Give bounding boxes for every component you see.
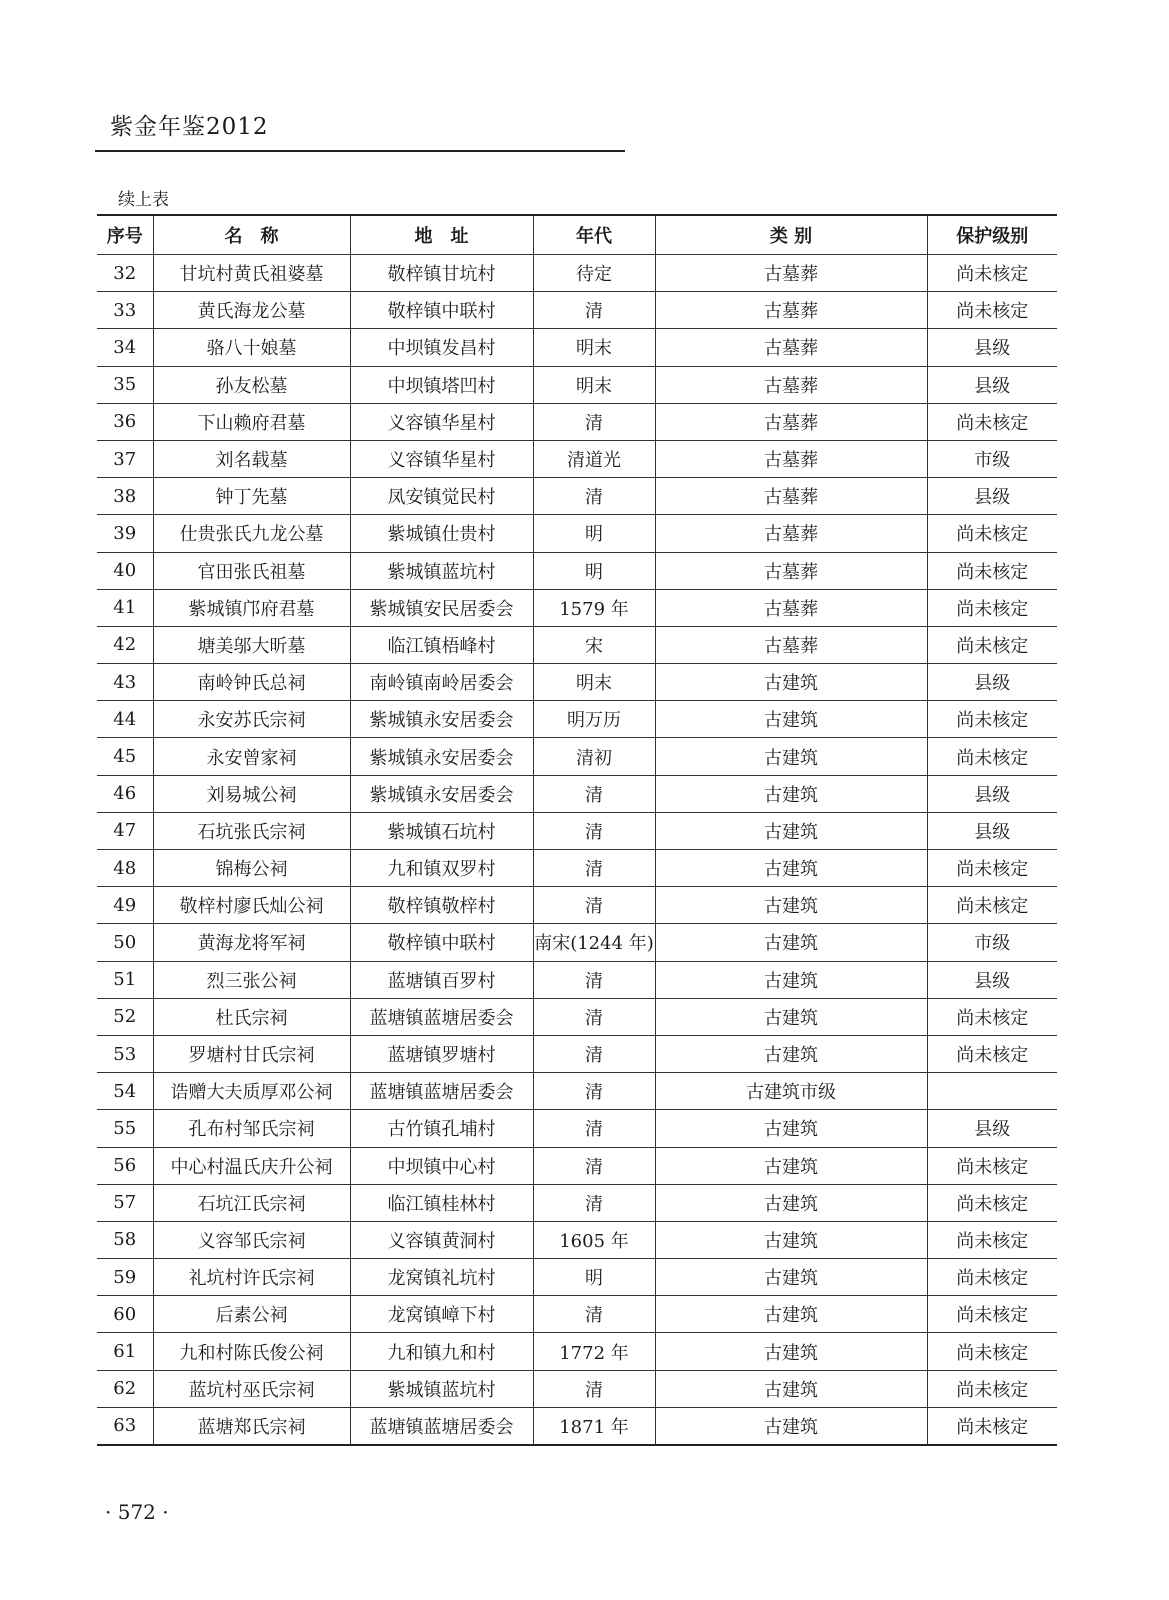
cell-number: 35 <box>97 366 153 403</box>
cell-protection-level: 市级 <box>927 924 1057 961</box>
cell-address: 龙窝镇礼坑村 <box>350 1259 533 1296</box>
table-row <box>97 1184 1057 1221</box>
cell-address: 紫城镇永安居委会 <box>350 775 533 812</box>
cell-number: 62 <box>97 1370 153 1407</box>
cell-era: 清 <box>533 478 655 515</box>
cell-address: 义容镇华星村 <box>350 403 533 440</box>
table-row <box>97 440 1057 477</box>
cell-protection-level: 尚未核定 <box>927 589 1057 626</box>
cell-address: 紫城镇蓝坑村 <box>350 1370 533 1407</box>
cell-category: 古墓葬 <box>655 478 927 515</box>
cell-category: 古建筑 <box>655 701 927 738</box>
cell-era: 明万历 <box>533 701 655 738</box>
cell-category: 古墓葬 <box>655 366 927 403</box>
cell-name: 南岭钟氏总祠 <box>153 664 350 701</box>
cell-name: 紫城镇邝府君墓 <box>153 589 350 626</box>
cell-address: 九和镇双罗村 <box>350 850 533 887</box>
cell-protection-level: 尚未核定 <box>927 1407 1057 1445</box>
cell-era: 1605 年 <box>533 1221 655 1258</box>
cell-name: 后素公祠 <box>153 1296 350 1333</box>
table-row <box>97 1333 1057 1370</box>
cell-address: 临江镇桂林村 <box>350 1184 533 1221</box>
cell-name: 杜氏宗祠 <box>153 998 350 1035</box>
cell-category: 古墓葬 <box>655 626 927 663</box>
column-header-era: 年代 <box>533 215 655 255</box>
cell-protection-level: 尚未核定 <box>927 552 1057 589</box>
cell-category: 古建筑 <box>655 1035 927 1072</box>
cell-category: 古建筑 <box>655 1296 927 1333</box>
cell-era: 清 <box>533 961 655 998</box>
cell-number: 55 <box>97 1110 153 1147</box>
header-divider <box>95 150 625 152</box>
cell-category: 古建筑 <box>655 738 927 775</box>
cell-protection-level: 尚未核定 <box>927 292 1057 329</box>
table-row <box>97 329 1057 366</box>
cell-category: 古墓葬 <box>655 292 927 329</box>
cell-category: 古建筑 <box>655 998 927 1035</box>
cell-era: 1871 年 <box>533 1407 655 1445</box>
cell-name: 诰赠大夫质厚邓公祠 <box>153 1073 350 1110</box>
table-row <box>97 961 1057 998</box>
cell-era: 明末 <box>533 329 655 366</box>
cell-address: 古竹镇孔埔村 <box>350 1110 533 1147</box>
cell-era: 明 <box>533 552 655 589</box>
cell-number: 63 <box>97 1407 153 1445</box>
cell-number: 39 <box>97 515 153 552</box>
cell-number: 34 <box>97 329 153 366</box>
cell-name: 塘美邬大昕墓 <box>153 626 350 663</box>
heritage-sites-table <box>97 214 1057 1446</box>
cell-protection-level: 尚未核定 <box>927 1296 1057 1333</box>
cell-era: 清 <box>533 775 655 812</box>
cell-category: 古墓葬 <box>655 255 927 292</box>
table-row <box>97 701 1057 738</box>
cell-era: 清 <box>533 1296 655 1333</box>
cell-era: 清 <box>533 1147 655 1184</box>
cell-number: 50 <box>97 924 153 961</box>
cell-protection-level: 尚未核定 <box>927 1035 1057 1072</box>
cell-category: 古建筑 <box>655 664 927 701</box>
cell-name: 敬梓村廖氏灿公祠 <box>153 887 350 924</box>
cell-name: 礼坑村许氏宗祠 <box>153 1259 350 1296</box>
cell-number: 32 <box>97 255 153 292</box>
cell-address: 敬梓镇中联村 <box>350 924 533 961</box>
cell-address: 紫城镇蓝坑村 <box>350 552 533 589</box>
cell-era: 待定 <box>533 255 655 292</box>
cell-category: 古建筑 <box>655 1407 927 1445</box>
cell-address: 九和镇九和村 <box>350 1333 533 1370</box>
cell-number: 38 <box>97 478 153 515</box>
cell-protection-level: 县级 <box>927 961 1057 998</box>
cell-number: 49 <box>97 887 153 924</box>
cell-protection-level: 县级 <box>927 664 1057 701</box>
table-body <box>97 255 1057 1446</box>
cell-address: 凤安镇觉民村 <box>350 478 533 515</box>
cell-era: 清 <box>533 403 655 440</box>
cell-number: 60 <box>97 1296 153 1333</box>
cell-name: 罗塘村甘氏宗祠 <box>153 1035 350 1072</box>
table-row <box>97 1370 1057 1407</box>
cell-era: 清 <box>533 887 655 924</box>
cell-category: 古墓葬 <box>655 552 927 589</box>
table-row <box>97 1110 1057 1147</box>
cell-protection-level: 尚未核定 <box>927 850 1057 887</box>
cell-protection-level: 尚未核定 <box>927 515 1057 552</box>
cell-category: 古建筑市级 <box>655 1073 927 1110</box>
cell-category: 古建筑 <box>655 775 927 812</box>
cell-address: 蓝塘镇蓝塘居委会 <box>350 1407 533 1445</box>
cell-address: 义容镇华星村 <box>350 440 533 477</box>
table-header-row <box>97 215 1057 255</box>
table-row <box>97 478 1057 515</box>
cell-number: 53 <box>97 1035 153 1072</box>
cell-address: 中坝镇发昌村 <box>350 329 533 366</box>
cell-address: 蓝塘镇蓝塘居委会 <box>350 998 533 1035</box>
table-row <box>97 924 1057 961</box>
cell-category: 古墓葬 <box>655 440 927 477</box>
cell-protection-level: 尚未核定 <box>927 1147 1057 1184</box>
table-row <box>97 812 1057 849</box>
cell-protection-level: 县级 <box>927 478 1057 515</box>
cell-category: 古建筑 <box>655 924 927 961</box>
cell-category: 古建筑 <box>655 961 927 998</box>
cell-era: 清道光 <box>533 440 655 477</box>
cell-category: 古墓葬 <box>655 515 927 552</box>
table-row <box>97 998 1057 1035</box>
column-header-name: 名 称 <box>153 215 350 255</box>
cell-number: 47 <box>97 812 153 849</box>
table-row <box>97 1407 1057 1445</box>
cell-name: 孙友松墓 <box>153 366 350 403</box>
cell-name: 黄氏海龙公墓 <box>153 292 350 329</box>
cell-era: 宋 <box>533 626 655 663</box>
table-row <box>97 1259 1057 1296</box>
cell-name: 石坑张氏宗祠 <box>153 812 350 849</box>
cell-name: 石坑江氏宗祠 <box>153 1184 350 1221</box>
cell-number: 44 <box>97 701 153 738</box>
cell-name: 黄海龙将军祠 <box>153 924 350 961</box>
cell-number: 51 <box>97 961 153 998</box>
cell-era: 清 <box>533 1073 655 1110</box>
column-header-number: 序号 <box>97 215 153 255</box>
cell-number: 36 <box>97 403 153 440</box>
cell-protection-level: 尚未核定 <box>927 998 1057 1035</box>
cell-address: 敬梓镇甘坑村 <box>350 255 533 292</box>
column-header-category: 类 别 <box>655 215 927 255</box>
cell-protection-level: 尚未核定 <box>927 1259 1057 1296</box>
table-row <box>97 775 1057 812</box>
table-row <box>97 292 1057 329</box>
cell-number: 58 <box>97 1221 153 1258</box>
cell-address: 敬梓镇敬梓村 <box>350 887 533 924</box>
cell-address: 蓝塘镇百罗村 <box>350 961 533 998</box>
cell-number: 56 <box>97 1147 153 1184</box>
cell-protection-level: 县级 <box>927 775 1057 812</box>
cell-number: 52 <box>97 998 153 1035</box>
cell-number: 54 <box>97 1073 153 1110</box>
cell-era: 清 <box>533 998 655 1035</box>
cell-category: 古墓葬 <box>655 403 927 440</box>
cell-name: 锦梅公祠 <box>153 850 350 887</box>
cell-address: 紫城镇永安居委会 <box>350 738 533 775</box>
cell-address: 中坝镇中心村 <box>350 1147 533 1184</box>
cell-number: 57 <box>97 1184 153 1221</box>
cell-protection-level: 县级 <box>927 1110 1057 1147</box>
table-row <box>97 589 1057 626</box>
cell-number: 43 <box>97 664 153 701</box>
cell-era: 明 <box>533 1259 655 1296</box>
cell-era: 清 <box>533 1370 655 1407</box>
cell-protection-level: 尚未核定 <box>927 626 1057 663</box>
cell-number: 42 <box>97 626 153 663</box>
cell-number: 61 <box>97 1333 153 1370</box>
cell-era: 清初 <box>533 738 655 775</box>
cell-name: 官田张氏祖墓 <box>153 552 350 589</box>
table-row <box>97 1221 1057 1258</box>
table-row <box>97 664 1057 701</box>
cell-protection-level: 尚未核定 <box>927 738 1057 775</box>
cell-protection-level: 尚未核定 <box>927 403 1057 440</box>
table-row <box>97 1296 1057 1333</box>
cell-name: 骆八十娘墓 <box>153 329 350 366</box>
table-row <box>97 366 1057 403</box>
cell-number: 59 <box>97 1259 153 1296</box>
cell-category: 古建筑 <box>655 1259 927 1296</box>
cell-category: 古建筑 <box>655 1221 927 1258</box>
yearbook-title: 紫金年鉴2012 <box>110 114 269 140</box>
table-row <box>97 887 1057 924</box>
cell-protection-level: 县级 <box>927 366 1057 403</box>
cell-name: 烈三张公祠 <box>153 961 350 998</box>
cell-address: 临江镇梧峰村 <box>350 626 533 663</box>
cell-address: 紫城镇安民居委会 <box>350 589 533 626</box>
cell-number: 41 <box>97 589 153 626</box>
column-header-address: 地 址 <box>350 215 533 255</box>
table-row <box>97 515 1057 552</box>
cell-era: 1579 年 <box>533 589 655 626</box>
cell-name: 刘易城公祠 <box>153 775 350 812</box>
cell-era: 明 <box>533 515 655 552</box>
continued-label: 续上表 <box>118 190 169 210</box>
cell-name: 甘坑村黄氏祖婆墓 <box>153 255 350 292</box>
cell-name: 下山赖府君墓 <box>153 403 350 440</box>
cell-category: 古建筑 <box>655 850 927 887</box>
cell-address: 敬梓镇中联村 <box>350 292 533 329</box>
table-row <box>97 1073 1057 1110</box>
cell-category: 古建筑 <box>655 1333 927 1370</box>
table-row <box>97 255 1057 292</box>
cell-name: 蓝塘郑氏宗祠 <box>153 1407 350 1445</box>
table-row <box>97 850 1057 887</box>
cell-name: 中心村温氏庆升公祠 <box>153 1147 350 1184</box>
cell-era: 清 <box>533 1035 655 1072</box>
cell-protection-level: 尚未核定 <box>927 255 1057 292</box>
cell-number: 40 <box>97 552 153 589</box>
table-row <box>97 626 1057 663</box>
cell-number: 46 <box>97 775 153 812</box>
cell-number: 33 <box>97 292 153 329</box>
cell-era: 清 <box>533 812 655 849</box>
cell-number: 45 <box>97 738 153 775</box>
cell-era: 明末 <box>533 664 655 701</box>
cell-address: 蓝塘镇罗塘村 <box>350 1035 533 1072</box>
cell-era: 南宋(1244 年) <box>533 924 655 961</box>
cell-protection-level: 县级 <box>927 329 1057 366</box>
cell-category: 古墓葬 <box>655 589 927 626</box>
cell-address: 紫城镇仕贵村 <box>350 515 533 552</box>
page-number: · 572 · <box>105 1500 169 1524</box>
cell-address: 蓝塘镇蓝塘居委会 <box>350 1073 533 1110</box>
cell-name: 永安曾家祠 <box>153 738 350 775</box>
cell-name: 钟丁先墓 <box>153 478 350 515</box>
cell-era: 清 <box>533 292 655 329</box>
cell-category: 古建筑 <box>655 1147 927 1184</box>
cell-protection-level: 尚未核定 <box>927 701 1057 738</box>
cell-era: 清 <box>533 1110 655 1147</box>
table-row <box>97 1147 1057 1184</box>
cell-protection-level: 尚未核定 <box>927 1370 1057 1407</box>
cell-protection-level: 市级 <box>927 440 1057 477</box>
cell-category: 古建筑 <box>655 812 927 849</box>
cell-protection-level: 县级 <box>927 812 1057 849</box>
cell-protection-level: 尚未核定 <box>927 887 1057 924</box>
cell-address: 南岭镇南岭居委会 <box>350 664 533 701</box>
cell-category: 古建筑 <box>655 1370 927 1407</box>
cell-name: 蓝坑村巫氏宗祠 <box>153 1370 350 1407</box>
table-row <box>97 552 1057 589</box>
cell-category: 古墓葬 <box>655 329 927 366</box>
cell-category: 古建筑 <box>655 1110 927 1147</box>
cell-address: 紫城镇永安居委会 <box>350 701 533 738</box>
cell-address: 义容镇黄洞村 <box>350 1221 533 1258</box>
cell-address: 龙窝镇嶂下村 <box>350 1296 533 1333</box>
cell-category: 古建筑 <box>655 887 927 924</box>
cell-address: 紫城镇石坑村 <box>350 812 533 849</box>
cell-protection-level: 尚未核定 <box>927 1221 1057 1258</box>
table-row <box>97 738 1057 775</box>
cell-era: 清 <box>533 850 655 887</box>
cell-name: 永安苏氏宗祠 <box>153 701 350 738</box>
table-row <box>97 1035 1057 1072</box>
cell-name: 仕贵张氏九龙公墓 <box>153 515 350 552</box>
cell-protection-level: 尚未核定 <box>927 1333 1057 1370</box>
cell-address: 中坝镇塔凹村 <box>350 366 533 403</box>
column-header-protection-level: 保护级别 <box>927 215 1057 255</box>
cell-name: 九和村陈氏俊公祠 <box>153 1333 350 1370</box>
cell-name: 刘名载墓 <box>153 440 350 477</box>
cell-era: 1772 年 <box>533 1333 655 1370</box>
cell-protection-level <box>927 1073 1057 1110</box>
cell-category: 古建筑 <box>655 1184 927 1221</box>
cell-name: 义容邹氏宗祠 <box>153 1221 350 1258</box>
table-row <box>97 403 1057 440</box>
cell-number: 48 <box>97 850 153 887</box>
cell-era: 明末 <box>533 366 655 403</box>
cell-number: 37 <box>97 440 153 477</box>
cell-era: 清 <box>533 1184 655 1221</box>
cell-name: 孔布村邹氏宗祠 <box>153 1110 350 1147</box>
cell-protection-level: 尚未核定 <box>927 1184 1057 1221</box>
